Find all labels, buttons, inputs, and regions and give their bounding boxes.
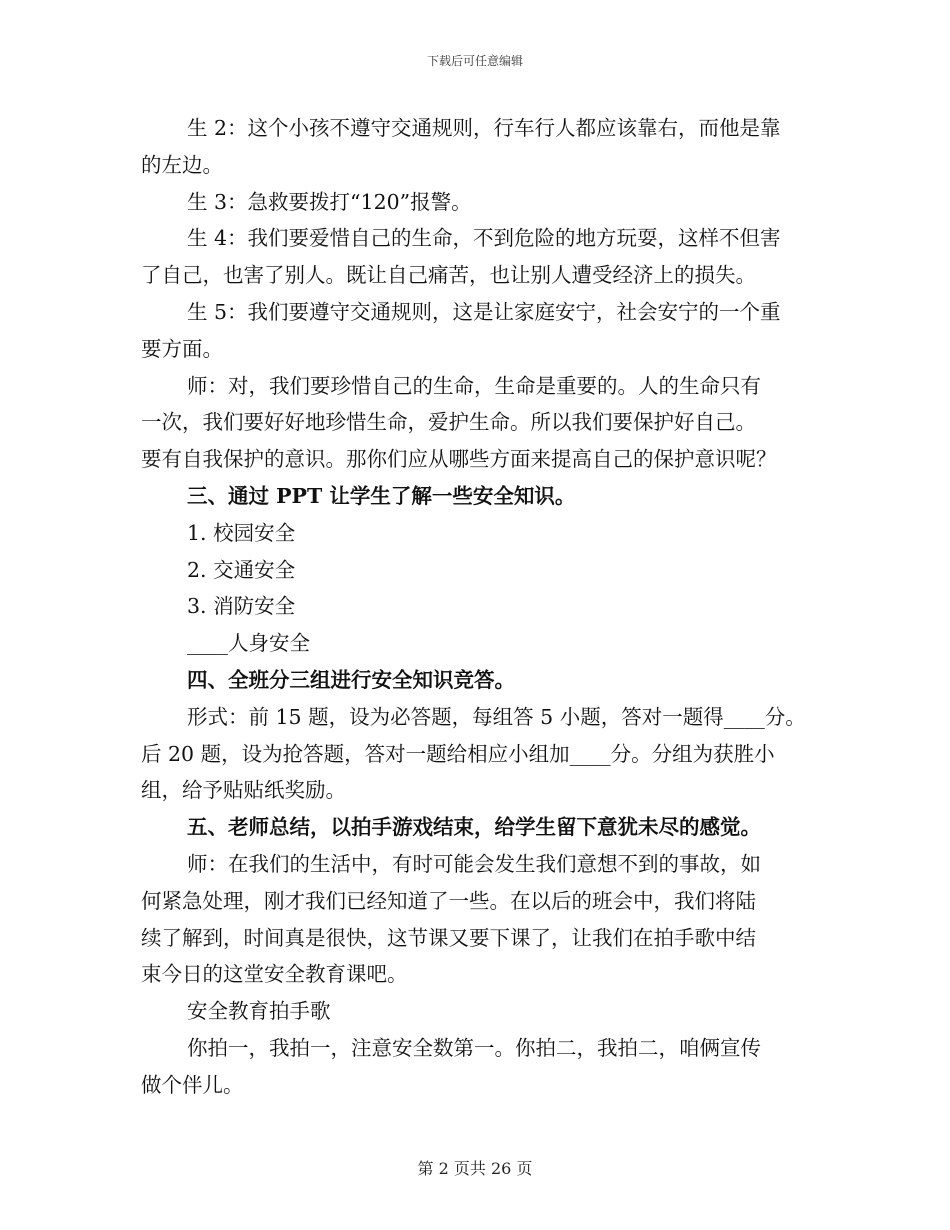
text-line: 2. 交通安全 bbox=[187, 557, 296, 582]
text-line: ____人身安全 bbox=[187, 631, 310, 656]
section-heading-line: 四、全班分三组进行安全知识竞答。 bbox=[187, 667, 515, 692]
text-line: 形式：前 15 题，设为必答题，每组答 5 小题，答对一题得____分。 bbox=[187, 704, 806, 729]
text-line: 1. 校园安全 bbox=[187, 520, 296, 545]
text-line: 生 2：这个小孩不遵守交通规则，行车行人都应该靠右，而他是靠 bbox=[187, 116, 781, 140]
text-line: 要方面。 bbox=[141, 336, 223, 361]
text-line: 何紧急处理，刚才我们已经知道了一些。在以后的班会中，我们将陆 bbox=[141, 888, 756, 913]
text-line: 师：在我们的生活中，有时可能会发生我们意想不到的事故，如 bbox=[187, 851, 761, 876]
text-line: 了自己，也害了别人。既让自己痛苦，也让别人遭受经济上的损失。 bbox=[141, 263, 756, 288]
text-line: 生 5：我们要遵守交通规则，这是让家庭安宁，社会安宁的一个重 bbox=[187, 299, 781, 324]
section-heading-line: 五、老师总结，以拍手游戏结束，给学生留下意犹未尽的感觉。 bbox=[187, 815, 761, 840]
text-line: 要有自我保护的意识。那你们应从哪些方面来提高自己的保护意识呢？ bbox=[141, 447, 777, 472]
text-line: 3. 消防安全 bbox=[187, 594, 296, 619]
text-line: 束今日的这堂安全教育课吧。 bbox=[141, 962, 408, 987]
page-header: 下载后可任意编辑 bbox=[426, 54, 523, 68]
text-line: 做个伴儿。 bbox=[141, 1072, 244, 1097]
text-line: 后 20 题，设为抢答题，答对一题给相应小组加____分。分组为获胜小 bbox=[141, 741, 775, 766]
section-heading-line: 三、通过 PPT 让学生了解一些安全知识。 bbox=[187, 483, 576, 508]
page-footer: 第 2 页共 26 页 bbox=[417, 1159, 533, 1178]
text-line: 师：对，我们要珍惜自己的生命，生命是重要的。人的生命只有 bbox=[187, 373, 761, 398]
document-body bbox=[141, 110, 821, 1104]
text-line: 生 3：急救要拨打“120”报警。 bbox=[187, 189, 472, 214]
text-line: 的左边。 bbox=[141, 152, 223, 177]
text-line: 生 4：我们要爱惜自己的生命，不到危险的地方玩耍，这样不但害 bbox=[187, 226, 781, 251]
text-line: 组，给予贴贴纸奖励。 bbox=[141, 778, 346, 803]
text-line: 续了解到，时间真是很快，这节课又要下课了，让我们在拍手歌中结 bbox=[141, 925, 756, 950]
text-line: 安全教育拍手歌 bbox=[187, 999, 331, 1024]
text-line: 你拍一，我拍一，注意安全数第一。你拍二，我拍二，咱俩宣传 bbox=[187, 1035, 761, 1060]
text-line: 一次，我们要好好地珍惜生命，爱护生命。所以我们要保护好自己。 bbox=[141, 410, 756, 435]
